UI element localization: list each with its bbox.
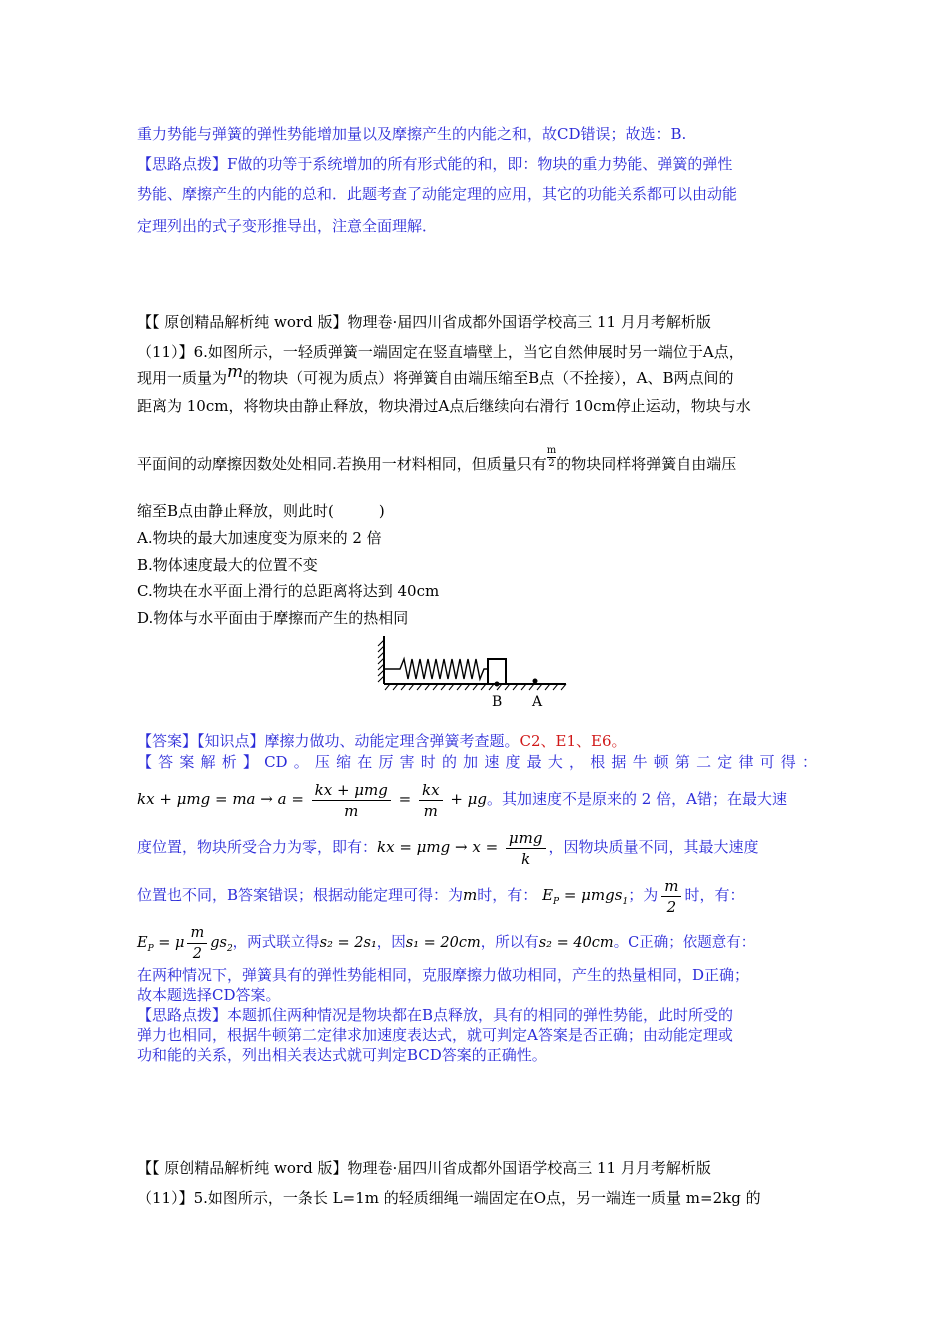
answer-line3: kx + μmg = ma → a = $\frac{\text{kx + μmg}}{m}$ = $\frac{kx}{m}$ + μg。其加速度不是原来的 2 倍，A错；在最大速 (137, 780, 787, 820)
equation-2: kx = μmg → x = (377, 838, 503, 856)
label-b: B (492, 694, 503, 710)
fraction-4: $\frac{m}{2}$ (661, 876, 681, 917)
fraction-2: $\frac{kx}{m}$ (419, 780, 443, 821)
analysis-text-3b: ，因物块质量不同，其最大速度 (548, 838, 759, 856)
hint-tag-2: 【思路点拨】 (137, 1006, 228, 1024)
answer-line6: $E_P = \mu$ $\frac{m}{2}$ $gs_2$，两式联立得s₂ = 2s₁，因s₁ = 20cm，所以有s₂ = 40cm。C正确；依题意有： (137, 924, 756, 962)
answer-line4 (137, 822, 817, 872)
half-mass-fraction: $\frac{m}{2}$ (546, 445, 557, 469)
equation-7: s₁ = 20cm (405, 935, 481, 951)
analysis-text-1: CD。压缩在厉害时的加速度最大，根据牛顿第二定律可得： (264, 753, 817, 771)
hint-tag: 【思路点拨】 (137, 155, 228, 173)
block (488, 659, 506, 684)
option-a: A.物块的最大加速度变为原来的 2 倍 (137, 529, 382, 547)
q6-line3-b: 的物块（可视为质点）将弹簧自由端压缩至B点（不拴接），A、B两点间的 (243, 369, 734, 387)
point-a-dot (533, 679, 538, 684)
equation-3: $E_P = \mu mgs_1$ (542, 886, 629, 907)
q6-line3 (137, 364, 817, 392)
knowledge-codes: C2、E1、E6。 (519, 732, 627, 750)
q6-line6: 缩至B点由静止释放，则此时( ) (137, 502, 385, 520)
q5-header-line1: 【【 原创精品解析纯 word 版】物理卷·届四川省成都外国语学校高三 11 月月考解析版 (137, 1159, 711, 1177)
q6-header-line1: 【【 原创精品解析纯 word 版】物理卷·届四川省成都外国语学校高三 11 月月考解析版 (137, 313, 711, 331)
sec1-line4: 定理列出的式子变形推导出，注意全面理解． (137, 217, 438, 235)
answer-line5: 位置也不同，B答案错误；根据动能定理可得：为m时，有： $E_P = \mu mgs_1$；为 $\frac{m}{2}$ 时，有： (137, 876, 745, 916)
sec1-line1: 重力势能与弹簧的弹性势能增加量以及摩擦产生的内能之和，故CD错误；故选：B. (137, 125, 687, 143)
hint-line1: 【思路点拨】本题抓住两种情况是物块都在B点释放，具有的相同的弹性势能，此时所受的 (137, 1006, 734, 1024)
equation-1b: + μg (445, 790, 488, 808)
answer-line8: 故本题选择CD答案。 (137, 986, 281, 1004)
q6-line3-a: 现用一质量为 (137, 369, 228, 387)
analysis-text-2: 。其加速度不是原来的 2 倍，A错；在最大速 (487, 790, 787, 808)
analysis-text-3a: 度位置，物块所受合力为零，即有： (137, 838, 378, 856)
q6-line5 (137, 445, 817, 478)
equation-1a: kx + μmg = ma → a = (137, 790, 309, 808)
equation-6: s₂ = 2s₁ (319, 935, 377, 951)
sec1-line3: 势能、摩擦产生的内能的总和．此题考查了动能定理的应用，其它的功能关系都可以由动能 (137, 185, 738, 203)
spring (384, 659, 488, 679)
hint-text: F做的功等于系统增加的所有形式能的和，即：物块的重力势能、弹簧的弹性 (227, 155, 733, 173)
fraction-3: $\frac{\text{μmg}}{k}$ (506, 828, 546, 869)
label-a: A (532, 694, 543, 710)
sec1-line2 (137, 150, 817, 178)
spring-diagram (376, 632, 576, 712)
q6-header-line2: （11）】6.如图所示，一轻质弹簧一端固定在竖直墙壁上，当它自然伸展时另一端位于A点， (137, 343, 744, 361)
answer-line1 (137, 732, 817, 750)
equation-8: s₂ = 40cm (538, 935, 614, 951)
mass-symbol: m (227, 362, 244, 382)
knowledge-topic: 摩擦力做功、动能定理含弹簧考查题。 (264, 732, 520, 750)
equation-5: $E_P = \mu$ $\frac{m}{2}$ $gs_2$ (137, 924, 233, 962)
q6-line4: 距离为 10cm，将物块由静止释放，物块滑过A点后继续向右滑行 10cm停止运动，物块与水 (137, 397, 751, 415)
q6-line5-b: 的物块同样将弹簧自由端压 (556, 455, 737, 473)
fraction-1: $\frac{\text{kx + μmg}}{m}$ (312, 780, 391, 821)
q5-header-line2: （11）】5.如图所示，一条长 L=1m 的轻质细绳一端固定在O点，另一端连一质量 m=2kg 的 (137, 1189, 761, 1207)
option-d: D.物体与水平面由于摩擦而产生的热相同 (137, 609, 409, 627)
option-c: C.物块在水平面上滑行的总距离将达到 40cm (137, 582, 440, 600)
point-b-dot (495, 682, 500, 687)
answer-line7: 在两种情况下，弹簧具有的弹性势能相同，克服摩擦力做功相同，产生的热量相同，D正确； (137, 966, 750, 984)
q6-line5-a: 平面间的动摩擦因数处处相同.若换用一材料相同，但质量只有 (137, 455, 547, 473)
option-b: B.物体速度最大的位置不变 (137, 556, 318, 574)
hint-line2: 弹力也相同，根据牛顿第二定律求加速度表达式，就可判定A答案是否正确；由动能定理或 (137, 1026, 733, 1044)
answer-line2 (137, 752, 817, 772)
answer-tag: 【答案】【知识点】 (137, 732, 265, 750)
analysis-tag: 【答案解析】 (137, 753, 265, 771)
hint-line3: 功和能的关系，列出相关表达式就可判定BCD答案的正确性。 (137, 1046, 547, 1064)
